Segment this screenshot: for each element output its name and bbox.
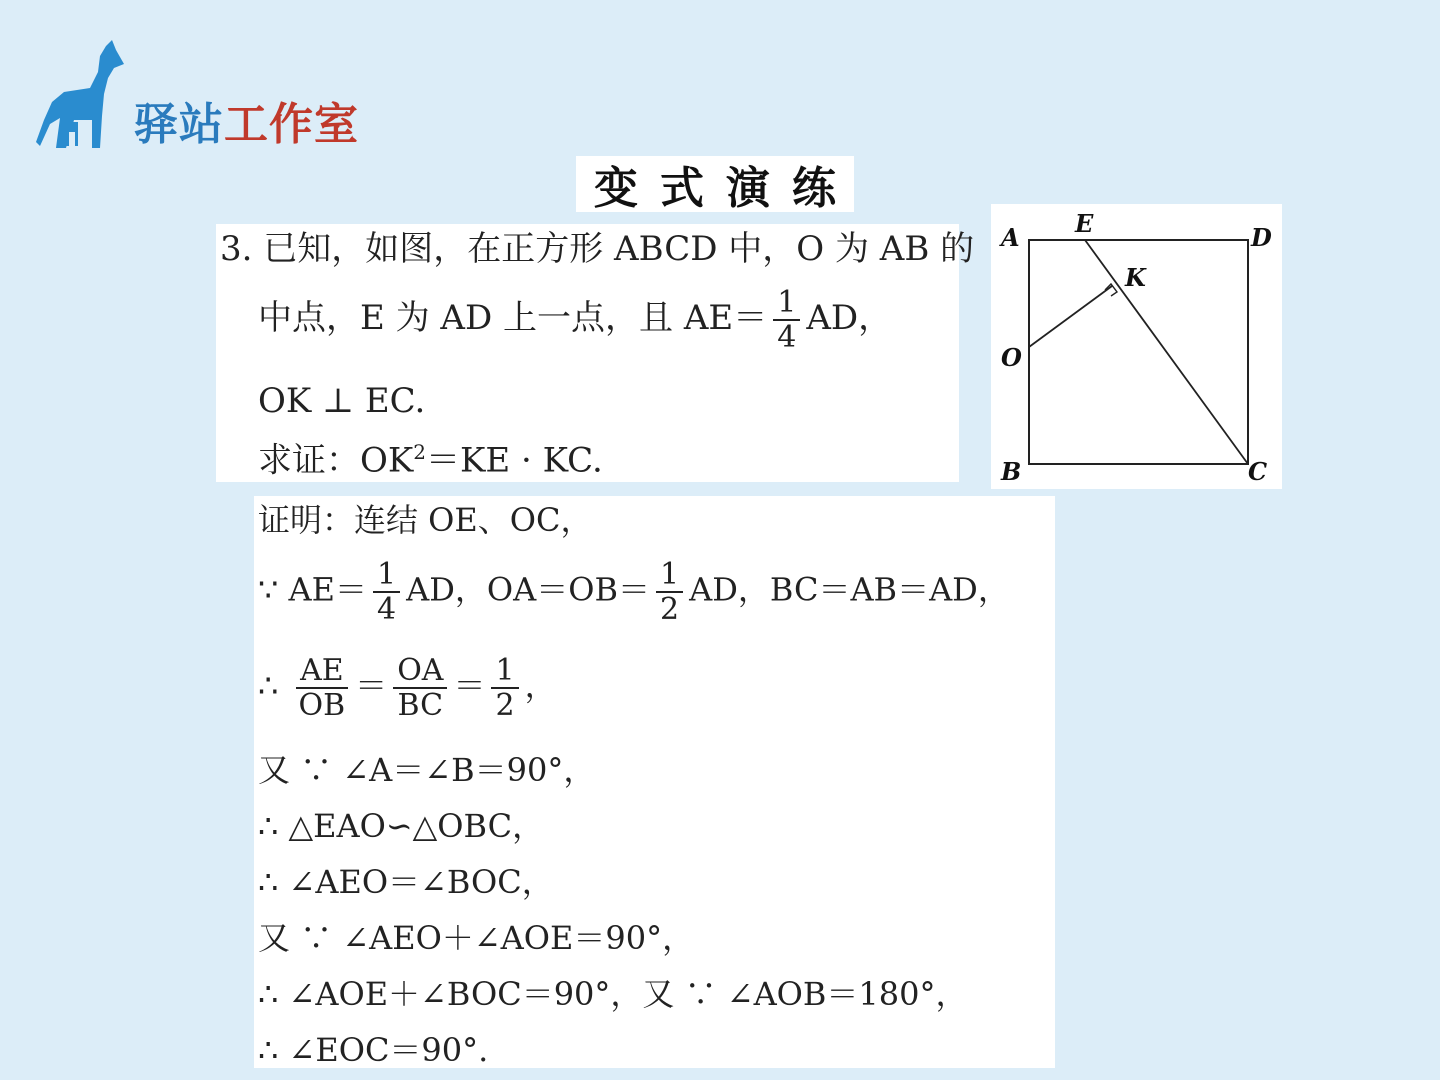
- problem-line-2-text: 中点，E 为 AD 上一点，且 AE＝: [258, 298, 768, 338]
- segment-ok: [1029, 286, 1112, 347]
- superscript: 2: [413, 440, 427, 464]
- fraction-numerator: 1: [773, 286, 800, 321]
- proof-line-2: [258, 558, 1010, 626]
- fraction: [295, 654, 350, 722]
- proof-text: AD，BC＝AB＝AD，: [689, 570, 1010, 609]
- logo: [36, 38, 359, 153]
- logo-text-blue: 驿站: [134, 99, 224, 150]
- fraction-denominator: OB: [298, 688, 346, 723]
- label-c: C: [1248, 457, 1268, 486]
- label-o: O: [1001, 343, 1022, 372]
- square-diagram: [991, 204, 1282, 489]
- logo-text-red: 工作室: [224, 99, 359, 150]
- segment-ec: [1085, 240, 1248, 464]
- problem-line-2: [258, 286, 892, 354]
- proof-line-9: ∴ ∠EOC＝90°.: [258, 1031, 489, 1069]
- fraction: [656, 558, 683, 626]
- geometry-figure: [991, 204, 1282, 489]
- fraction-denominator: 2: [495, 688, 515, 723]
- fraction-numerator: OA: [393, 654, 447, 689]
- fraction: [491, 654, 518, 722]
- proof-line-5: ∴ △EAO∽△OBC，: [258, 807, 545, 845]
- proof-text: ∵ AE＝: [258, 570, 368, 609]
- section-title: 变式演练: [576, 156, 854, 212]
- fraction-numerator: 1: [373, 558, 400, 593]
- proof-line-6: ∴ ∠AEO＝∠BOC，: [258, 863, 554, 901]
- proof: [254, 496, 1055, 1068]
- fraction-numerator: AE: [296, 654, 348, 689]
- fraction-denominator: 4: [777, 320, 797, 355]
- fraction-denominator: 2: [659, 592, 680, 627]
- proof-line-1: 证明：连结 OE、OC，: [258, 501, 593, 539]
- fraction-numerator: 1: [656, 558, 683, 593]
- label-b: B: [1001, 457, 1022, 486]
- problem-line-2-end: AD，: [806, 298, 893, 338]
- fraction-denominator: 4: [377, 592, 397, 627]
- proof-line-7: 又 ∵ ∠AEO＋∠AOE＝90°，: [258, 919, 695, 957]
- fraction: [773, 286, 800, 354]
- fraction-denominator: BC: [397, 688, 444, 723]
- problem-line-4-text: 求证：OK: [258, 440, 414, 481]
- proof-text: ，: [524, 666, 557, 705]
- label-k: K: [1125, 263, 1146, 292]
- fraction: [373, 558, 400, 626]
- problem-line-3: OK ⊥ EC.: [258, 381, 426, 421]
- proof-line-3: [258, 654, 557, 722]
- proof-line-8: ∴ ∠AOE＋∠BOC＝90°，又 ∵ ∠AOB＝180°，: [258, 975, 968, 1013]
- problem-line-4-end: ＝KE · KC.: [426, 440, 603, 481]
- proof-text: AD，OA＝OB＝: [406, 570, 650, 609]
- logo-text: [134, 88, 359, 152]
- problem-line-4: [258, 440, 603, 481]
- label-a: A: [1001, 223, 1020, 252]
- problem-statement: [216, 224, 975, 482]
- equals-sign: ＝: [453, 666, 486, 705]
- label-e: E: [1075, 209, 1094, 238]
- dog-icon: [36, 38, 136, 153]
- fraction: [393, 654, 447, 722]
- label-d: D: [1251, 223, 1272, 252]
- proof-line-4: 又 ∵ ∠A＝∠B＝90°，: [258, 751, 596, 789]
- problem-line-1: 3. 已知，如图，在正方形 ABCD 中，O 为 AB 的: [220, 229, 975, 269]
- equals-sign: ＝: [355, 666, 388, 705]
- proof-text: ∴: [258, 666, 289, 705]
- fraction-numerator: 1: [491, 654, 518, 689]
